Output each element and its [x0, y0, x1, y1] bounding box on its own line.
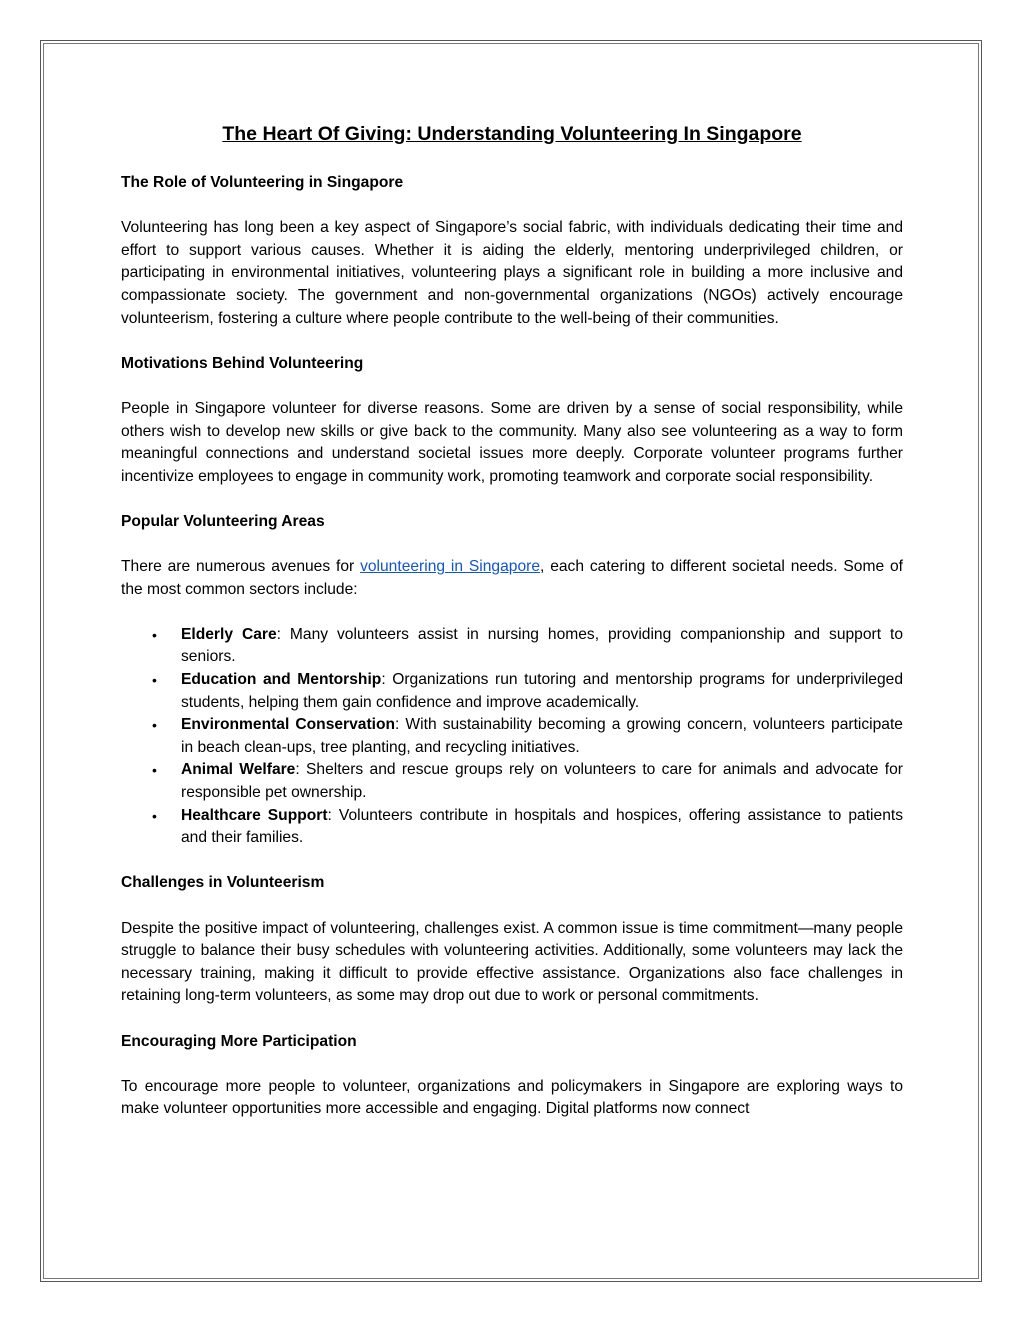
list-item-term: Healthcare Support — [181, 806, 328, 824]
heading-motivations: Motivations Behind Volunteering — [121, 354, 364, 372]
list-item-text: : Volunteers contribute in hospitals and hospices, offering assistance to patients and their families. — [181, 806, 903, 847]
list-item-term: Animal Welfare — [181, 761, 296, 779]
heading-role: The Role of Volunteering in Singapore — [121, 174, 404, 191]
bullet-icon: • — [152, 626, 157, 643]
bullet-icon: • — [152, 762, 157, 779]
paragraph-popular-intro — [121, 556, 903, 601]
bullet-icon: • — [152, 807, 157, 824]
list-item-text: : Shelters and rescue groups rely on volunteers to care for animals and advocate for responsible pet ownership. — [181, 761, 903, 802]
paragraph-role: Volunteering has long been a key aspect of Singapore’s social fabric, with individuals dedicating their time and effort to support various causes. Whether it is aiding the elderly, mentoring underprivileged children, or participating in environmental initiatives, volunteering plays a significant role in building a more inclusive and compassionate society. The government and non-governmental organizations (NGOs) actively encourage volunteerism, fostering a culture where people contribute to the well-being of their communities. — [121, 219, 903, 327]
list-item-term: Education and Mentorship — [181, 671, 382, 689]
list-item — [152, 624, 903, 669]
paragraph-encouraging: To encourage more people to volunteer, organizations and policymakers in Singapore are exploring ways to make volunteer opportunities more accessible and engaging. Digital platforms now connect — [121, 1077, 903, 1118]
heading-challenges: Challenges in Volunteerism — [121, 874, 325, 892]
volunteering-areas-list — [121, 624, 903, 850]
list-item — [152, 805, 903, 850]
intro-text-before: There are numerous avenues for — [121, 558, 361, 576]
list-item — [152, 759, 903, 804]
list-item-term: Environmental Conservation — [181, 716, 396, 734]
heading-popular: Popular Volunteering Areas — [121, 512, 325, 530]
document-title: The Heart Of Giving: Understanding Volunteering In Singapore — [222, 123, 802, 145]
list-item-text: : With sustainability becoming a growing concern, volunteers participate in beach clean-ups, tree planting, and recycling initiatives. — [181, 716, 903, 756]
intro-text-after: , each catering to different societal needs. Some of the most common sectors include: — [121, 558, 903, 598]
paragraph-challenges: Despite the positive impact of volunteering, challenges exist. A common issue is time commitment—many people struggle to balance their busy schedules with volunteering activities. Additionally, some volunteers may lack the necessary training, making it difficult to provide effective assistance. Organizations also face challenges in retaining long-term volunteers, as some may drop out due to work or personal commitments. — [121, 919, 903, 1005]
bullet-icon: • — [152, 672, 157, 689]
paragraph-motivations: People in Singapore volunteer for diverse reasons. Some are driven by a sense of social responsibility, while others wish to develop new skills or give back to the community. Many also see volunteering as a way to form meaningful connections and understand societal issues more deeply. Corporate volunteer programs further incentivize employees to engage in community work, promoting teamwork and corporate social responsibility. — [121, 399, 903, 485]
heading-encouraging: Encouraging More Participation — [121, 1032, 357, 1050]
list-item-text: : Many volunteers assist in nursing homes, providing companionship and support to seniors. — [181, 625, 903, 666]
document-body — [121, 121, 903, 1144]
list-item — [152, 669, 903, 714]
list-item — [152, 714, 903, 759]
list-item-text: : Organizations run tutoring and mentorship programs for underprivileged students, helping them gain confidence and improve academically. — [181, 671, 903, 711]
volunteering-link[interactable]: volunteering in Singapore — [360, 558, 540, 576]
list-item-term: Elderly Care — [181, 625, 277, 643]
bullet-icon: • — [152, 717, 157, 734]
